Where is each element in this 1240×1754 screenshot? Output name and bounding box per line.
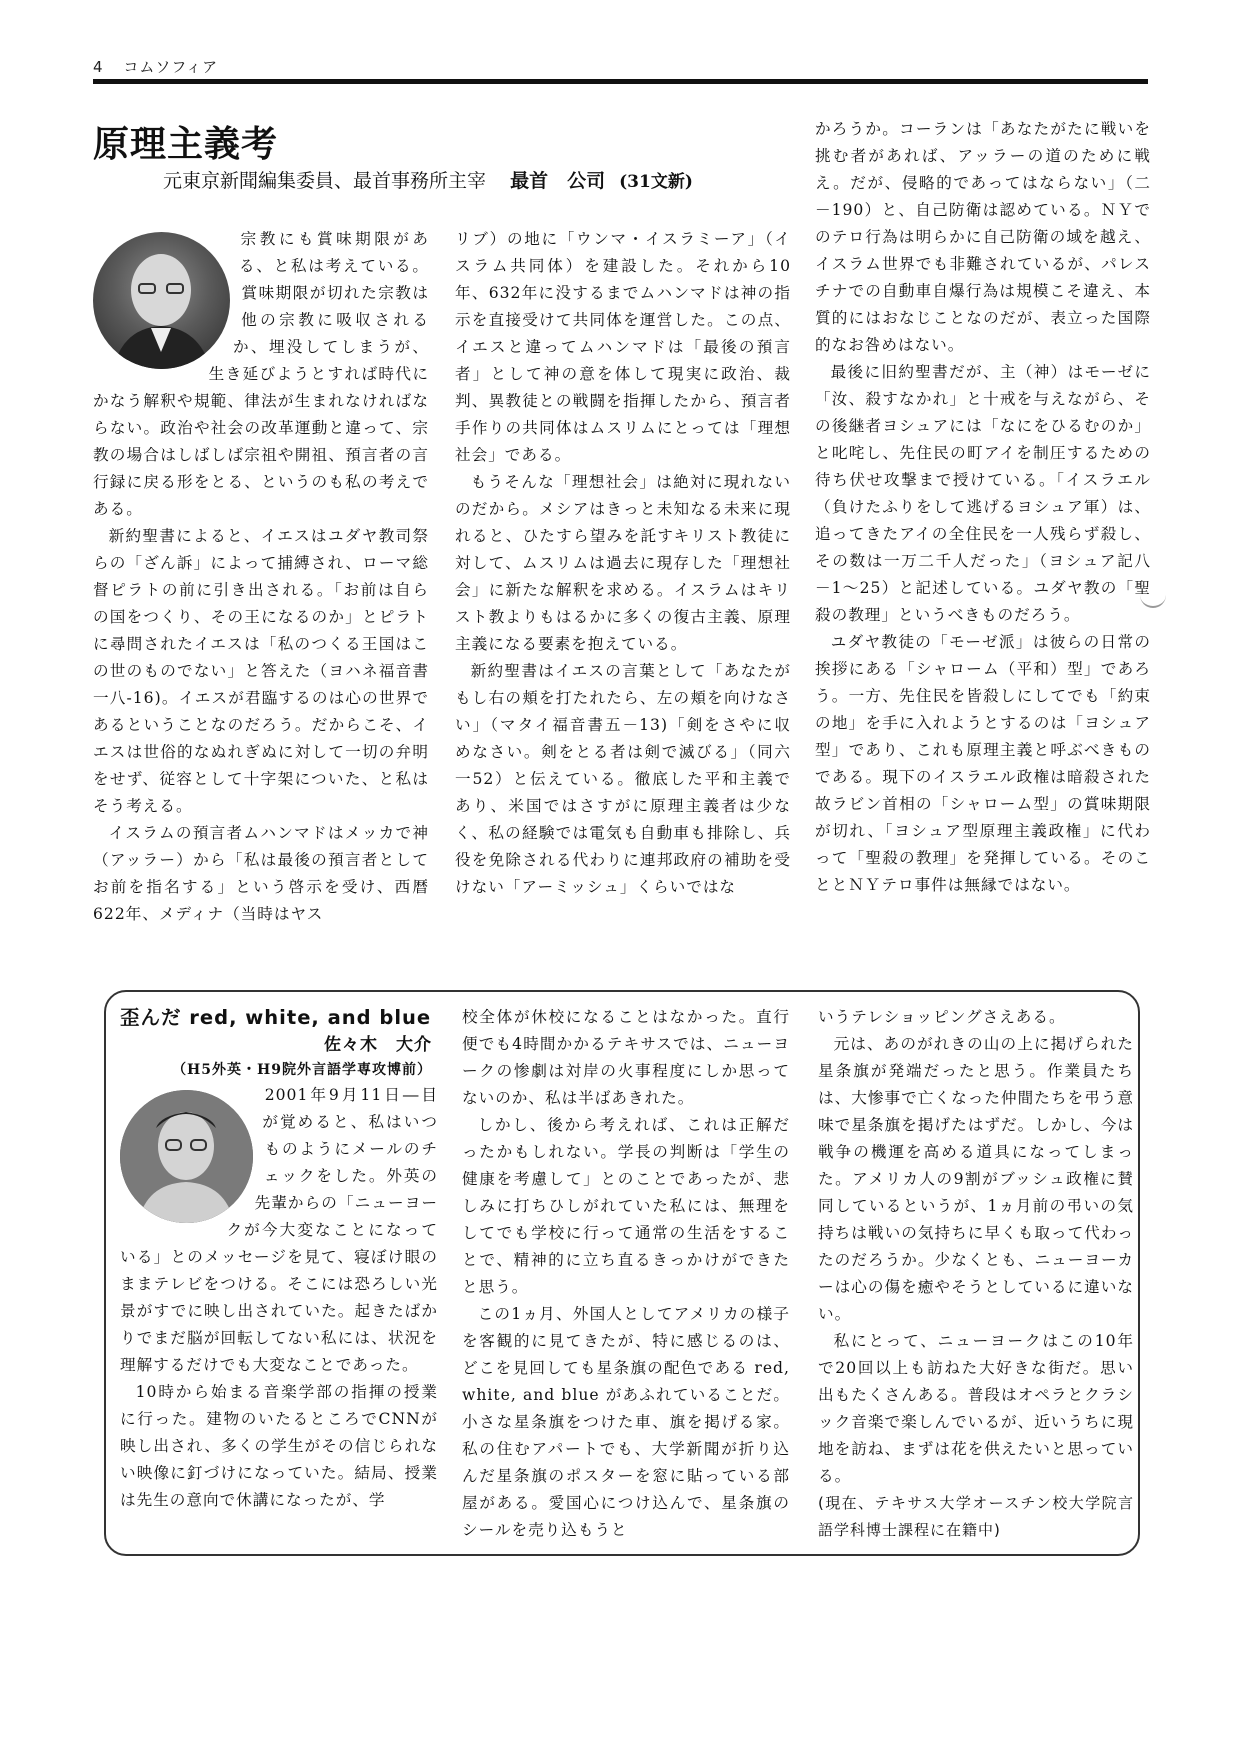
paragraph: 校全体が休校になることはなかった。直行便でも4時間かかるテキサスでは、ニューヨークの惨劇は対岸の火事程度にしか思ってないのか、私は半ばあきれた。 <box>462 1008 790 1107</box>
portrait-icon <box>93 232 230 369</box>
paragraph: 元は、あのがれきの山の上に掲げられた星条旗が発端だったと思う。作業員たちは、大惨事で亡くなった仲間たちを弔う意味で星条旗を掲げたはずだ。しかし、今は戦争の機運を高める道具になってしまった。アメリカ人の9割がブッシュ政権に賛同しているというが、1ヵ月前の弔いの気持ちは戦いの気持ちに早くも取って代わったのだろうか。少なくとも、ニューヨーカーは心の傷を癒やそうとしているに違いない。 <box>818 1035 1134 1323</box>
paragraph: 最後に旧約聖書だが、主（神）はモーゼに「汝、殺すなかれ」と十戒を与えながら、その後継者ヨシュアには「なにをひるむのか」と叱咤し、先住民の町アイを制圧するための待ち伏せ攻撃まで授けている。「イスラエル（負けたふりをして逃げるヨシュア軍）は、追ってきたアイの全住民を一人残らず殺し、その数は一万二千人だった」（ヨシュア記八－1～25）と記述している。ユダヤ教の「聖殺の教理」というべきものだろう。 <box>815 363 1151 624</box>
article-title: 原理主義考 <box>93 124 279 165</box>
paragraph: イスラムの預言者ムハンマドはメッカで神（アッラー）から「私は最後の預言者としてお前を指名する」という啓示を受け、西暦622年、メディナ（当時はヤス <box>93 824 429 923</box>
article-column-3 <box>815 116 1151 899</box>
sidebar-column-2 <box>462 1004 790 1544</box>
paragraph: いうテレショッピングさえある。 <box>818 1008 1066 1026</box>
sidebar-author-photo <box>120 1090 253 1223</box>
paragraph: 私にとって、ニューヨークはこの10年で20回以上も訪ねた大好きな街だ。思い出もたくさんある。普段はオペラとクラシック音楽で楽しんでいるが、近いうちに現地を訪ね、まずは花を供えたいと思っている。 <box>818 1332 1134 1485</box>
header-rule <box>93 79 1148 84</box>
paragraph: 新約聖書はイエスの言葉として「あなたがもし右の頬を打たれたら、左の頬を向けなさい」（マタイ福音書五－13)「剣をさやに収めなさい。剣をとる者は剣で滅びる」（同六一52）と伝えている。徹底した平和主義であり、米国ではさすがに原理主義者は少なく、私の経験では電気も自動車も排除し、兵役を免除される代わりに連邦政府の補助を受けない「アーミッシュ」くらいではな <box>455 662 791 896</box>
article-column-1 <box>93 226 429 928</box>
paragraph: かろうか。コーランは「あなたがたに戦いを挑む者があれば、アッラーの道のために戦え。だが、侵略的であってはならない」（二－190）と、自己防衛は認めている。ＮＹでのテロ行為は明らかに自己防衛の域を越え、イスラム世界でも非難されているが、パレスチナでの自動車自爆行為は規模こそ違え、本質的にはおなじことなのだが、表立った国際的なお咎めはない。 <box>815 120 1151 354</box>
article-byline <box>163 166 693 193</box>
paragraph: 2001年9月11日―目が覚めると、私はいつものようにメールのチェックをした。外英の先輩からの「ニューヨークが今大変なことになっている」とのメッセージを見て、寝ぼけ眼のままテレビをつける。そこには恐ろしい光景がすでに映し出されていた。起きたばかりでまだ脳が回転してない私には、状況を理解するだけでも大変なことであった。 <box>120 1086 438 1374</box>
sidebar-column-1 <box>120 1004 438 1514</box>
paragraph: リブ）の地に「ウンマ・イスラミーア」（イスラム共同体）を建設した。それから10年、632年に没するまでムハンマドは神の指示を直接受けて共同体を運営した。この点、イエスと違ってムハンマドは「最後の預言者」として神の意を体して現実に政治、裁判、異教徒との戦闘を指揮したから、預言者手作りの共同体はムスリムにとっては「理想社会」である。 <box>455 230 791 464</box>
paragraph: しかし、後から考えれば、これは正解だったかもしれない。学長の判断は「学生の健康を考慮して」とのことであったが、悲しみに打ちひしがれていた私には、無理をしてでも学校に行って通常の生活をすることで、精神的に立ち直るきっかけができたと思う。 <box>462 1116 790 1296</box>
author-affiliation: 元東京新聞編集委員、最首事務所主宰 <box>163 170 487 192</box>
paragraph: もうそんな「理想社会」は絶対に現れないのだから。メシアはきっと未知なる未来に現れると、ひたすら望みを託すキリスト教徒に対して、ムスリムは過去に現存した「理想社会」に新たな解釈を求める。イスラムはキリスト教よりもはるかに多くの復古主義、原理主義になる要素を抱えている。 <box>455 473 791 653</box>
page-header <box>93 56 232 77</box>
author-note: (現在、テキサス大学オースチン校大学院言語学科博士課程に在籍中) <box>818 1494 1134 1539</box>
sidebar-title: 歪んだ red, white, and blue <box>120 1006 432 1029</box>
sidebar-column-3 <box>818 1004 1134 1544</box>
paragraph: ユダヤ教徒の「モーゼ派」は彼らの日常の挨拶にある「シャローム（平和）型」であろう。一方、先住民を皆殺しにしてでも「約束の地」を手に入れようとするのは「ヨシュア型」であり、これも原理主義と呼ぶべきものである。現下のイスラエル政権は暗殺された故ラビン首相の「シャローム型」の賞味期限が切れ、「ヨシュア型原理主義政権」に代わって「聖殺の教理」を発揮している。そのこととＮＹテロ事件は無縁ではない。 <box>815 633 1151 894</box>
paragraph: 10時から始まる音楽学部の指揮の授業に行った。建物のいたるところでCNNが映し出され、多くの学生がその信じられない映像に釘づけになっていた。結局、授業は先生の意向で休講になったが、学 <box>120 1383 438 1509</box>
portrait-icon <box>120 1090 253 1223</box>
author-name: 最首 公司 <box>510 170 606 192</box>
paragraph: 新約聖書によると、イエスはユダヤ教司祭らの「ざん訴」によって捕縛され、ローマ総督ピラトの前に引き出される。「お前は自らの国をつくり、その王になるのか」とピラトに尋問されたイエスは「私のつくる王国はこの世のものでない」と答えた（ヨハネ福音書一八-16)。イエスが君臨するのは心の世界であるということなのだろう。だからこそ、イエスは世俗的なぬれぎぬに対して一切の弁明をせず、従容として十字架についた、と私はそう考える。 <box>93 527 429 815</box>
paragraph: この1ヵ月、外国人としてアメリカの様子を客観的に見てきたが、特に感じるのは、どこを見回しても星条旗の配色である red, white, and blue があふれていることだ。小さな星条旗をつけた車、旗を掲げる家。私の住むアパートでも、大学新聞が折り込んだ星条旗のポスターを窓に貼っている部屋がある。愛国心につけ込んで、星条旗のシールを売り込もうと <box>462 1305 790 1539</box>
author-photo <box>93 232 230 369</box>
publication-name: コムソフィア <box>123 58 219 76</box>
page-number: 4 <box>93 58 104 76</box>
sidebar-affiliation: （H5外英・H9院外言語学専攻博前） <box>172 1062 432 1078</box>
article-column-2 <box>455 226 791 901</box>
paragraph: 宗教にも賞味期限がある、と私は考えている。賞味期限が切れた宗教は他の宗教に吸収されるか、埋没してしまうが、生き延びようとすれば時代にかなう解釈や規範、律法が生まれなければならない。政治や社会の改革運動と違って、宗教の場合はしばしば宗祖や開祖、預言者の言行録に戻る形をとる、というのも私の考えである。 <box>93 230 429 518</box>
author-cohort: (31文新) <box>619 172 693 192</box>
sidebar-author: 佐々木 大介 <box>324 1035 432 1055</box>
